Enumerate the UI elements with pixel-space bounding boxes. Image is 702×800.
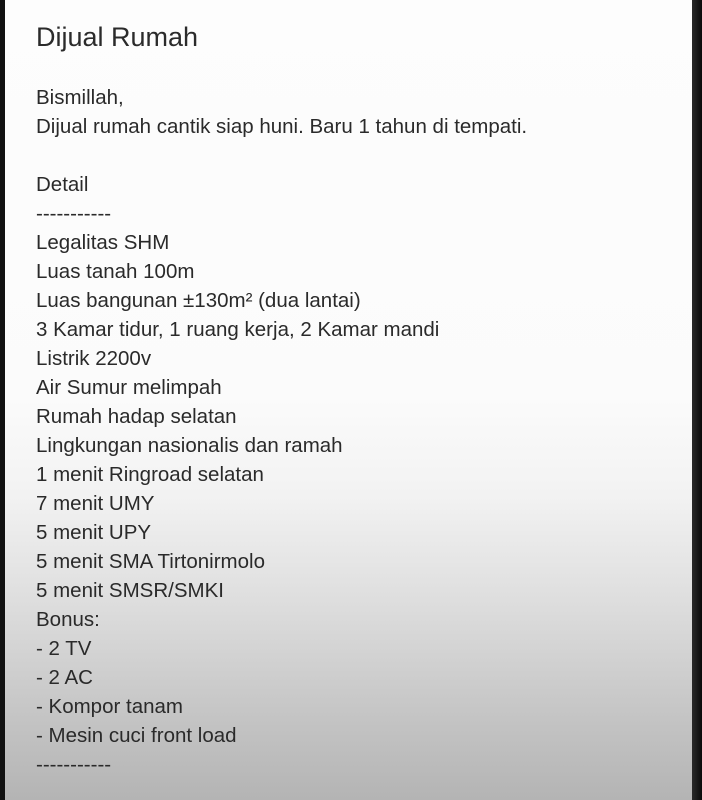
note-line-lingkungan: Lingkungan nasionalis dan ramah [36, 434, 343, 457]
note-line-bonus-ac: - 2 AC [36, 666, 93, 689]
note-line-bonus-heading: Bonus: [36, 608, 100, 631]
note-line-kamar: 3 Kamar tidur, 1 ruang kerja, 2 Kamar mandi [36, 318, 440, 341]
note-body [36, 83, 527, 779]
note-line-umy: 7 menit UMY [36, 492, 155, 515]
note-line-upy: 5 menit UPY [36, 521, 152, 544]
note-line-greeting: Bismillah, [36, 86, 124, 109]
note-line-detail-heading: Detail [36, 173, 89, 196]
note-line-bonus-kompor: - Kompor tanam [36, 695, 183, 718]
note-line-luas-tanah: Luas tanah 100m [36, 260, 195, 283]
note-line-listrik: Listrik 2200v [36, 347, 152, 370]
note-line-blank [36, 141, 527, 170]
note-line-smsr: 5 menit SMSR/SMKI [36, 579, 224, 602]
note-line-hadap: Rumah hadap selatan [36, 405, 237, 428]
note-line-divider-top: ----------- [36, 202, 112, 225]
note-line-air: Air Sumur melimpah [36, 376, 222, 399]
note-line-divider-bottom: ----------- [36, 753, 112, 776]
note-title: Dijual Rumah [36, 22, 199, 52]
note-line-bonus-mesin-cuci: - Mesin cuci front load [36, 724, 237, 747]
note-line-intro: Dijual rumah cantik siap huni. Baru 1 tahun di tempati. [36, 115, 528, 138]
note-line-sma: 5 menit SMA Tirtonirmolo [36, 550, 265, 573]
note-line-bonus-tv: - 2 TV [36, 637, 92, 660]
note-page [5, 0, 692, 800]
note-line-luas-bangunan: Luas bangunan ±130m² (dua lantai) [36, 289, 361, 312]
note-line-ringroad: 1 menit Ringroad selatan [36, 463, 264, 486]
right-edge [692, 0, 702, 800]
note-line-legalitas: Legalitas SHM [36, 231, 170, 254]
